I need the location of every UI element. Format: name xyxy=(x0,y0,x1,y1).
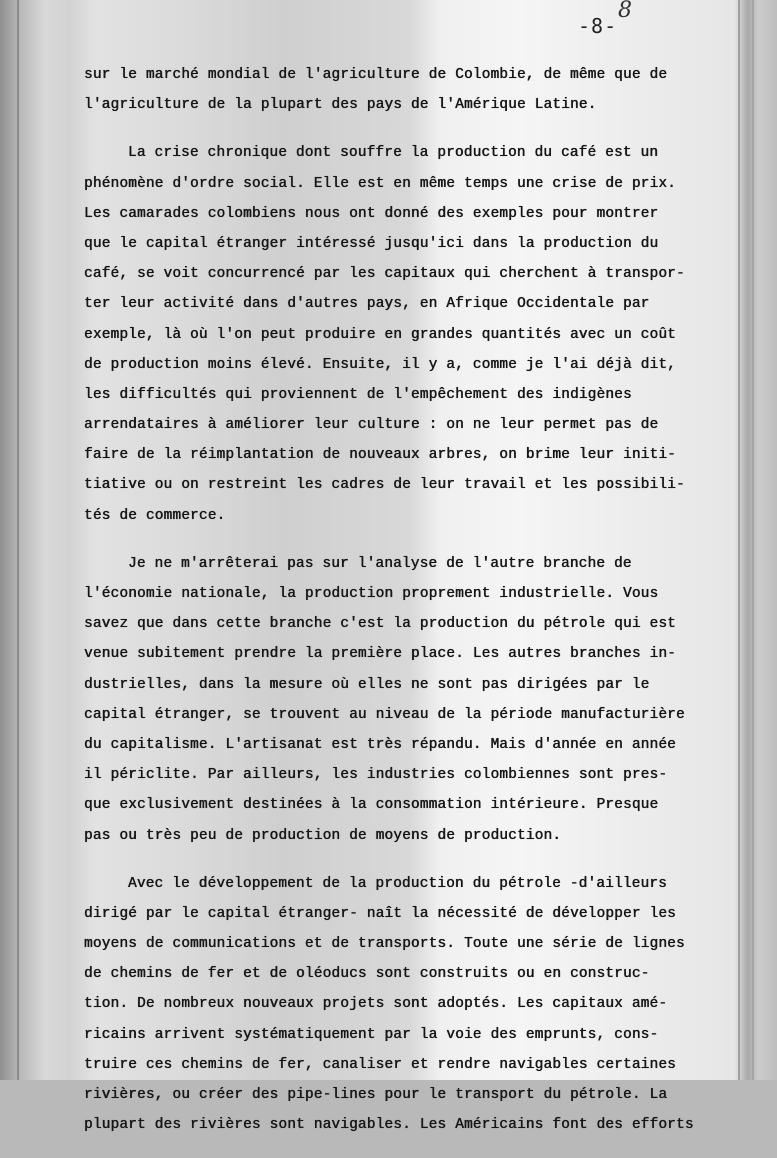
scan-edge-left xyxy=(17,0,19,1080)
text-line: tés de commerce. xyxy=(84,507,226,524)
text-line: truire ces chemins de fer, canaliser et rendre navigables certaines xyxy=(84,1056,676,1073)
text-line: phénomène d'ordre social. Elle est en même temps une crise de prix. xyxy=(84,175,676,192)
text-line: tiative ou on restreint les cadres de leur travail et les possibili- xyxy=(84,477,685,494)
scan-edge-right-2 xyxy=(752,0,754,1080)
text-line: l'agriculture de la plupart des pays de l'Amérique Latine. xyxy=(84,97,597,114)
text-line: savez que dans cette branche c'est la production du pétrole qui est xyxy=(84,616,676,633)
text-line: Les camarades colombiens nous ont donné des exemples pour montrer xyxy=(84,205,659,222)
text-line: La crise chronique dont souffre la production du café est un xyxy=(128,145,659,162)
text-line: que le capital étranger intéressé jusqu'ici dans la production du xyxy=(84,235,659,252)
text-line: exemple, là où l'on peut produire en grandes quantités avec un coût xyxy=(84,326,676,343)
text-line: pas ou très peu de production de moyens de production. xyxy=(84,827,562,844)
text-line: rivières, ou créer des pipe-lines pour le transport du pétrole. La xyxy=(84,1087,668,1103)
text-line: capital étranger, se trouvent au niveau de la période manufacturière xyxy=(84,706,685,723)
paragraph xyxy=(84,549,704,851)
text-line: de chemins de fer et de oléoducs sont construits ou en construc- xyxy=(84,966,650,983)
text-line: dirigé par le capital étranger- naît la nécessité de développer les xyxy=(84,905,676,922)
text-line: tion. De nombreux nouveaux projets sont adoptés. Les capitaux amé- xyxy=(84,996,668,1013)
paragraph xyxy=(84,60,704,120)
text-line: de production moins élevé. Ensuite, il y a, comme je l'ai déjà dit, xyxy=(84,356,676,373)
text-line: moyens de communications et de transports. Toute une série de lignes xyxy=(84,936,685,953)
text-line: l'économie nationale, la production proprement industrielle. Vous xyxy=(84,586,659,602)
typed-text-body xyxy=(84,60,704,1158)
text-line: sur le marché mondial de l'agriculture de Colombie, de même que de xyxy=(84,67,668,83)
handwritten-page-mark: 8 xyxy=(618,0,632,23)
text-line: ter leur activité dans d'autres pays, en Afrique Occidentale par xyxy=(84,296,650,313)
text-line: Je ne m'arrêterai pas sur l'analyse de l'autre branche de xyxy=(128,555,632,572)
text-line: Avec le développement de la production du pétrole -d'ailleurs xyxy=(128,875,667,892)
text-line: venue subitement prendre la première place. Les autres branches in- xyxy=(84,646,676,663)
paragraph xyxy=(84,138,704,530)
text-line: dustrielles, dans la mesure où elles ne sont pas dirigées par le xyxy=(84,676,650,693)
paragraph xyxy=(84,869,704,1141)
text-line: les difficultés qui proviennent de l'empêchement des indigènes xyxy=(84,386,632,403)
page-number: -8- xyxy=(578,14,618,38)
text-line: plupart des rivières sont navigables. Les Américains font des efforts xyxy=(84,1117,694,1134)
text-line: que exclusivement destinées à la consommation intérieure. Presque xyxy=(84,797,659,814)
text-line: arrendataires à améliorer leur culture : on ne leur permet pas de xyxy=(84,417,659,434)
scan-edge-right xyxy=(738,0,740,1080)
text-line: il périclite. Par ailleurs, les industries colombiennes sont pres- xyxy=(84,767,668,784)
text-line: du capitalisme. L'artisanat est très répandu. Mais d'année en année xyxy=(84,736,676,753)
text-line: ricains arrivent systématiquement par la voie des emprunts, cons- xyxy=(84,1026,659,1043)
text-line: faire de la réimplantation de nouveaux arbres, on brime leur initi- xyxy=(84,447,676,464)
text-line: café, se voit concurrencé par les capitaux qui cherchent à transpor- xyxy=(84,266,685,283)
